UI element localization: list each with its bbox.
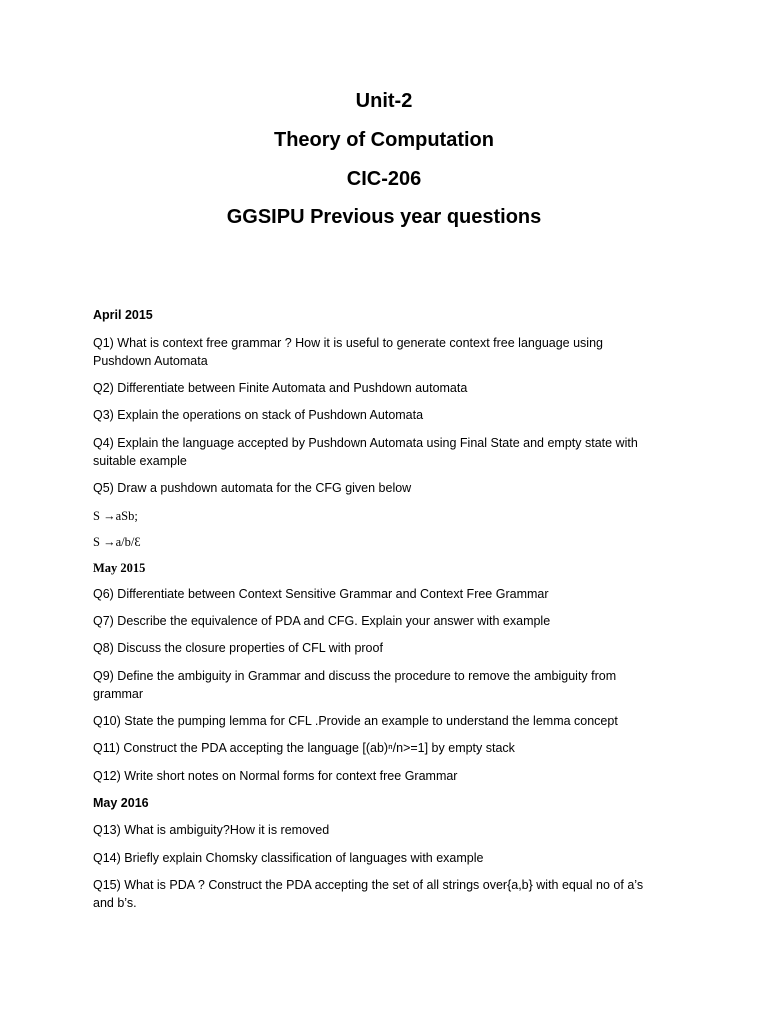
- section-may-2015: May 2015: [93, 561, 146, 575]
- question-1-line-1: Q1) What is context free grammar ? How it is useful to generate context free language using: [93, 336, 603, 350]
- question-15-line-1: Q15) What is PDA ? Construct the PDA accepting the set of all strings over{a,b} with equal no of a’s: [93, 878, 644, 892]
- grammar-rule-2: S →a/b/Ɛ: [93, 535, 141, 549]
- question-10: Q10) State the pumping lemma for CFL .Provide an example to understand the lemma concept: [93, 714, 618, 728]
- question-9-line-2: grammar: [93, 687, 144, 701]
- unit-title: Unit-2: [355, 90, 413, 112]
- question-4-line-1: Q4) Explain the language accepted by Pushdown Automata using Final State and empty state with: [93, 436, 638, 450]
- section-may-2016: May 2016: [93, 796, 149, 810]
- subject-title: Theory of Computation: [274, 129, 494, 151]
- question-9-line-1: Q9) Define the ambiguity in Grammar and discuss the procedure to remove the ambiguity from: [93, 669, 617, 683]
- question-1-line-2: Pushdown Automata: [93, 354, 208, 368]
- question-2: Q2) Differentiate between Finite Automata and Pushdown automata: [93, 381, 468, 395]
- grammar-rule-1: S →aSb;: [93, 509, 138, 523]
- question-12: Q12) Write short notes on Normal forms for context free Grammar: [93, 769, 458, 783]
- question-14: Q14) Briefly explain Chomsky classification of languages with example: [93, 851, 484, 865]
- question-3: Q3) Explain the operations on stack of Pushdown Automata: [93, 408, 424, 422]
- question-15-line-2: and b’s.: [93, 896, 137, 910]
- question-7: Q7) Describe the equivalence of PDA and CFG. Explain your answer with example: [93, 614, 551, 628]
- question-11: Q11) Construct the PDA accepting the language [(ab)ⁿ/n>=1] by empty stack: [93, 741, 515, 755]
- question-6: Q6) Differentiate between Context Sensitive Grammar and Context Free Grammar: [93, 587, 549, 601]
- question-8: Q8) Discuss the closure properties of CFL with proof: [93, 641, 383, 655]
- course-code: CIC-206: [346, 168, 422, 190]
- document-subtitle: GGSIPU Previous year questions: [226, 206, 542, 228]
- question-5: Q5) Draw a pushdown automata for the CFG given below: [93, 481, 412, 495]
- section-april-2015: April 2015: [93, 308, 153, 322]
- question-13: Q13) What is ambiguity?How it is removed: [93, 823, 330, 837]
- question-4-line-2: suitable example: [93, 454, 187, 468]
